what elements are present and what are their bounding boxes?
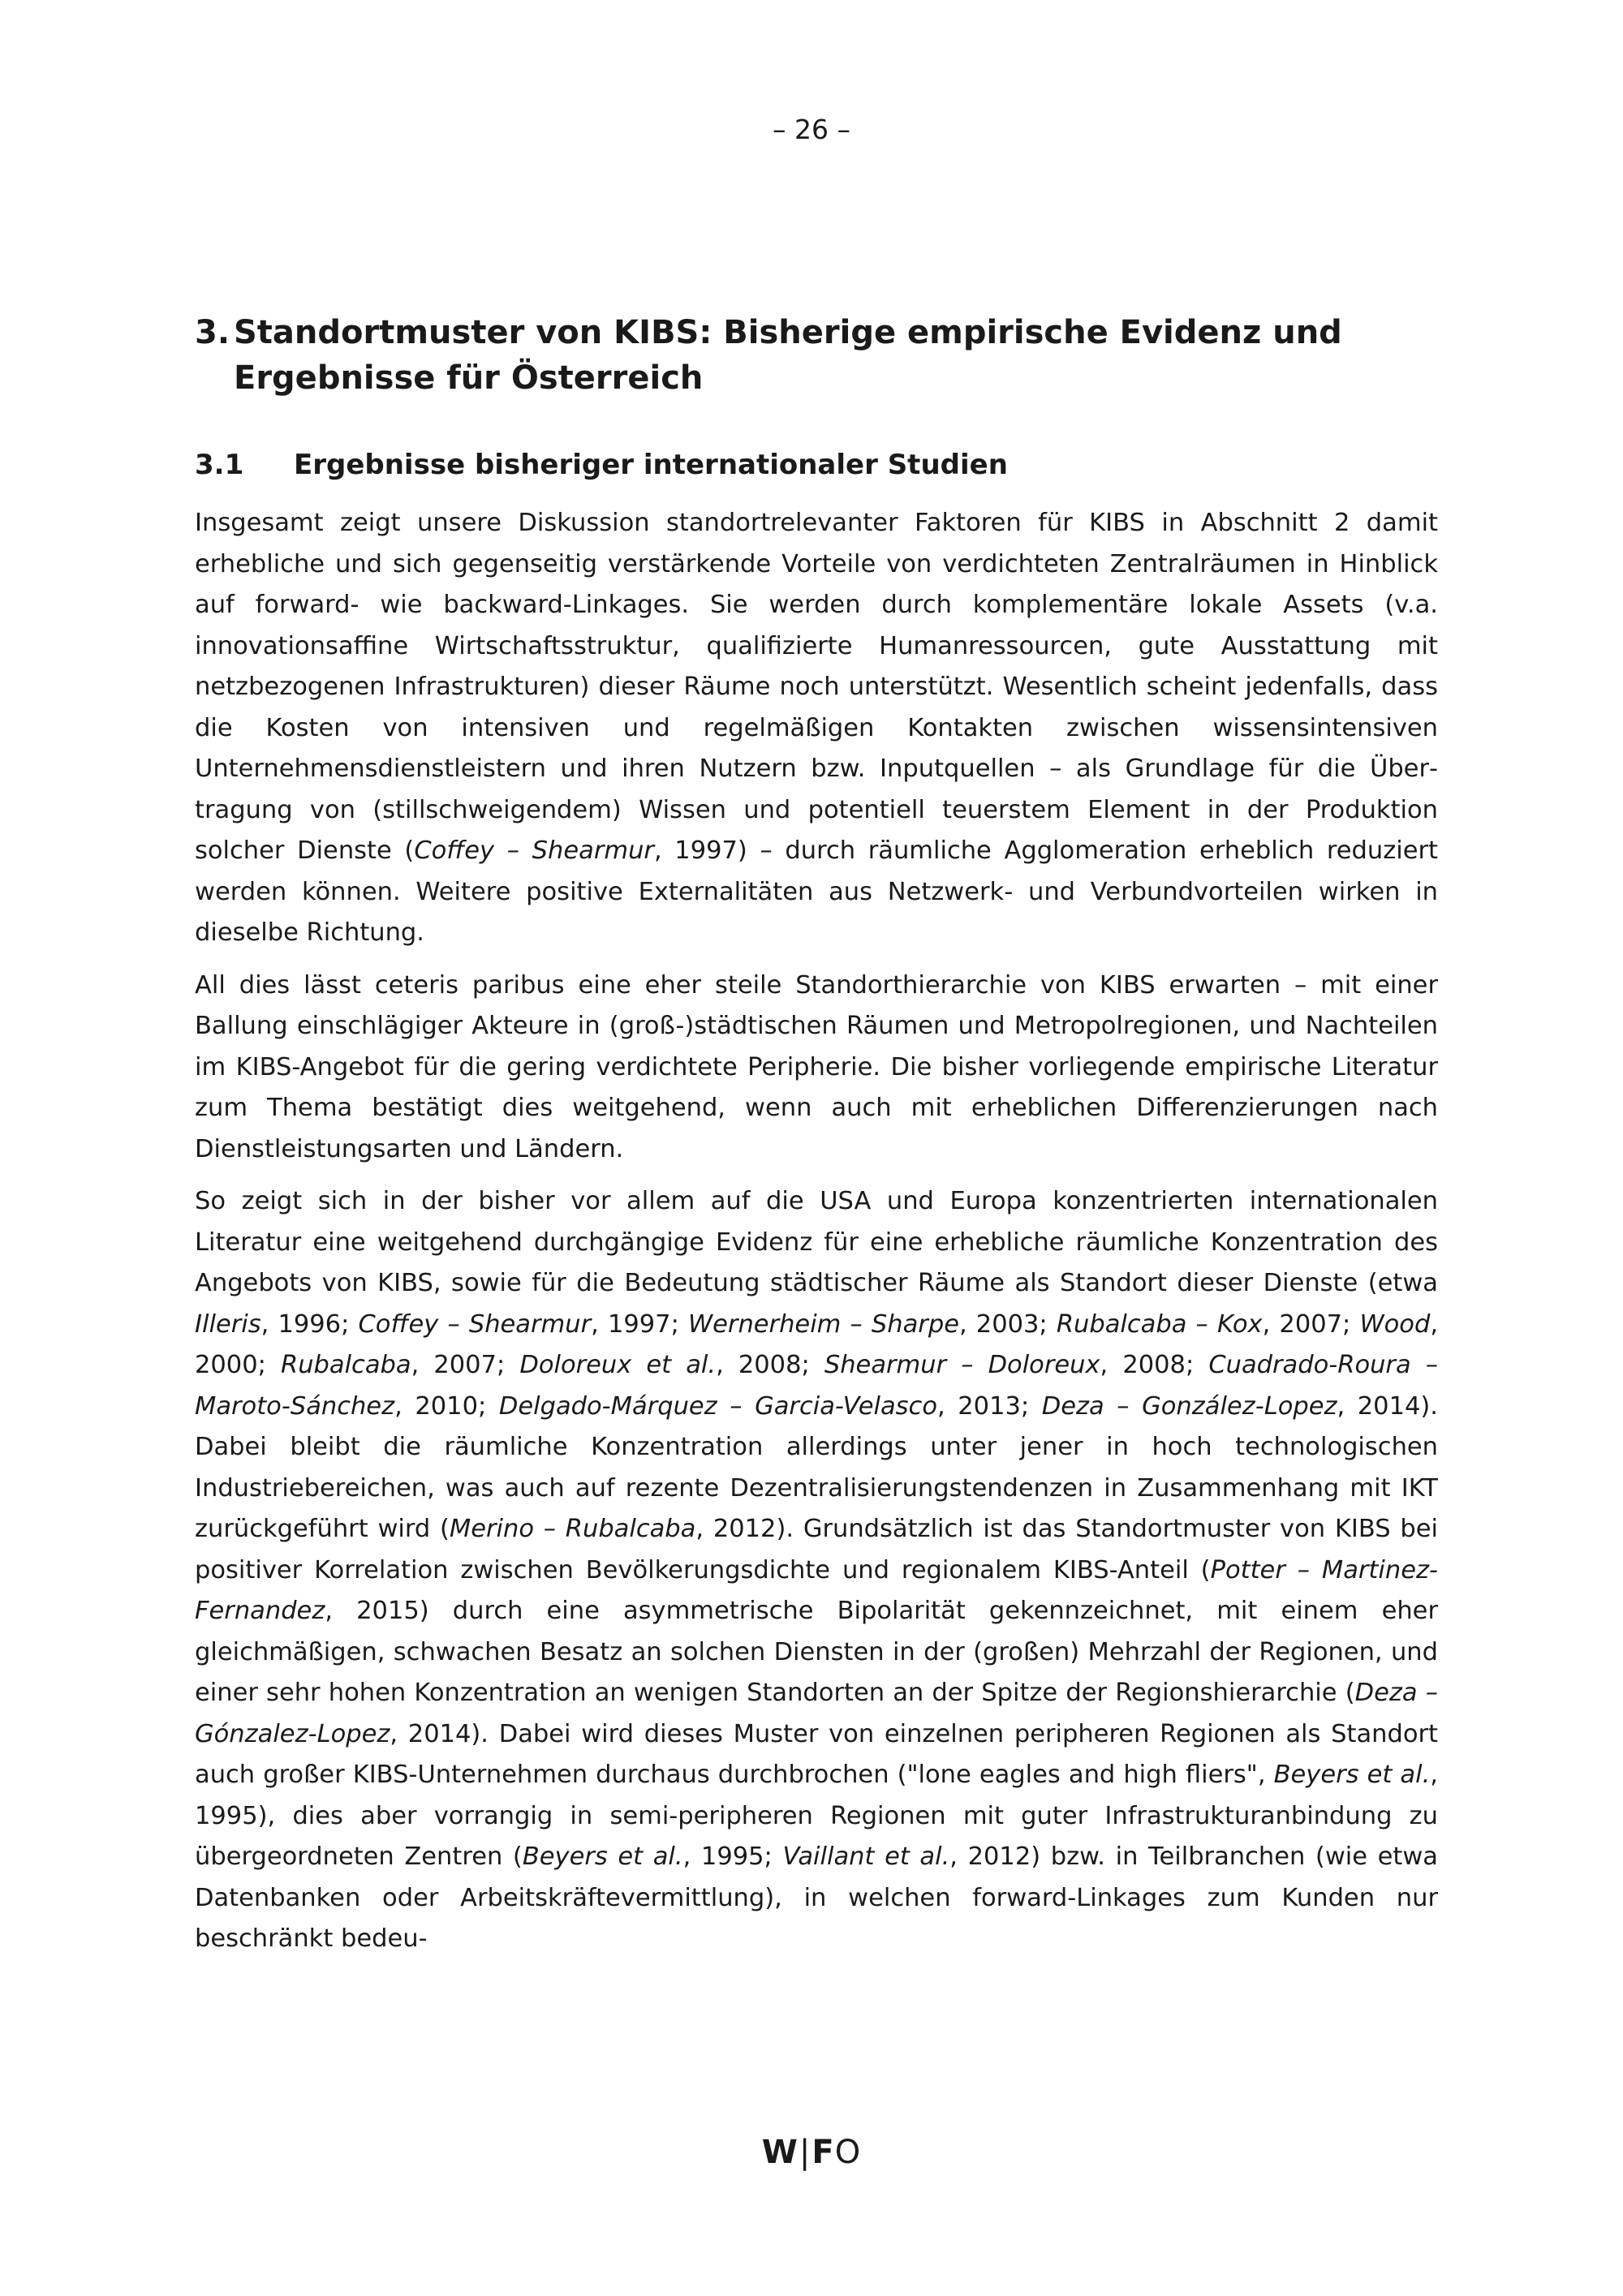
citation-author: Cuadrado-Roura – Maroto-Sánchez	[195, 1351, 1439, 1421]
page-number: – 26 –	[773, 114, 850, 145]
citation-author: Potter – Martinez-Fernandez	[195, 1555, 1438, 1625]
paragraph-text: , 2008;	[716, 1351, 824, 1379]
chapter-heading	[195, 310, 1438, 401]
paragraph-text: , 1997) – durch räumliche Agglomeration erheblich reduziert werden können. Weitere positive Externalitäten aus Netzwerk- und Verbundvorteilen wirken in dieselbe Richtung.	[195, 836, 1438, 947]
citation-author: Rubalcaba	[281, 1351, 411, 1379]
citation-author: Coffey – Shearmur	[358, 1309, 592, 1339]
citation-author: Deza – Gónzalez-Lopez	[195, 1679, 1438, 1748]
paragraph-text: All dies lässt ceteris paribus eine eher steile Standorthierarchie von KIBS erwarten – mit einer Ballung einschlägiger Akteure in (groß-)städtischen Räumen und Metropolregionen, und Nachteilen im KIBS-Angebot für die gering verdichtete Peripherie. Die bisher vorliegende empirische Literatur zum Thema bestätigt dies weitgehend, wenn auch mit erheblichen Differenzierungen nach Dienstleistungsarten und Ländern.	[195, 970, 1438, 1163]
paragraph-text: , 2010;	[394, 1391, 499, 1421]
citation-author: Merino – Rubalcaba	[449, 1515, 696, 1543]
logo-letter-f: F	[812, 2134, 835, 2171]
paragraph-text: , 2007;	[411, 1351, 520, 1379]
paragraph-text: , 1995), dies aber vorrangig in semi-peripheren Regionen mit guter Infrastrukturanbindung zu übergeordneten Zentren (	[195, 1761, 1438, 1871]
paragraph-text: , 2015) durch eine asymmetrische Bipolarität gekennzeichnet, mit einem eher gleichmäßigen, schwachen Besatz an solchen Diensten in der (großen) Mehrzahl der Regionen, und einer sehr hohen Konzentration an wenigen Standorten an der Spitze der Regionshierarchie (	[195, 1597, 1438, 1707]
paragraph-text: , 2014). Dabei bleibt die räumliche Konzentration allerdings unter jener in hoch technologischen Industriebereichen, was auch auf rezente Dezentralisierungstendenzen in Zusammenhang mit IKT zurückgeführt wird (	[195, 1391, 1438, 1543]
wifo-logo	[0, 2134, 1623, 2171]
logo-divider: |	[799, 2134, 812, 2171]
paragraph-text: , 2013;	[936, 1391, 1042, 1421]
paragraph-text: , 1996;	[260, 1309, 359, 1339]
citation-author: Doloreux et al.	[519, 1351, 717, 1379]
citation-author: Delgado-Márquez – Garcia-Velasco	[498, 1391, 937, 1421]
chapter-number: 3.	[195, 314, 230, 351]
logo-letter-w: W	[761, 2134, 799, 2171]
paragraph-text: , 2012) bzw. in Teilbranchen (wie etwa Datenbanken oder Arbeitskräftevermittlung), in welchen forward-Linkages zum Kunden nur beschränkt bedeu-	[195, 1842, 1438, 1953]
paragraph-text: , 2000;	[195, 1309, 1439, 1379]
paragraph-1	[195, 503, 1438, 954]
paragraph-text: , 1995;	[682, 1842, 783, 1871]
citation-author: Illeris	[195, 1309, 261, 1339]
paragraph-text: , 2014). Dabei wird dieses Muster von einzelnen peripheren Regionen als Standort auch großer KIBS-Unternehmen durchaus durchbrochen ("lone eagles and high fliers",	[195, 1719, 1438, 1789]
citation-author: Beyers et al.	[1273, 1761, 1431, 1789]
citation-author: Beyers et al.	[522, 1842, 683, 1871]
section-title: Ergebnisse bisheriger internationaler Studien	[294, 449, 1008, 481]
document-body	[195, 310, 1438, 1971]
citation-author: Deza – González-Lopez	[1041, 1391, 1337, 1421]
citation-author: Vaillant et al.	[782, 1842, 950, 1871]
paragraph-text: , 2012). Grundsätzlich ist das Standortmuster von KIBS bei positiver Korrelation zwischen Bevölkerungsdichte und regionalem KIBS-Anteil (	[195, 1515, 1438, 1584]
paragraph-text: , 2003;	[958, 1309, 1057, 1339]
citation-author: Coffey – Shearmur	[414, 836, 654, 865]
paragraph-text: , 2008;	[1100, 1351, 1209, 1379]
citation-author: Wood	[1359, 1309, 1431, 1339]
citation-author: Shearmur – Doloreux	[824, 1351, 1100, 1379]
section-heading	[195, 446, 1438, 484]
chapter-title: Standortmuster von KIBS: Bisherige empirische Evidenz und Ergebnisse für Österreich	[234, 314, 1342, 397]
paragraph-text: So zeigt sich in der bisher vor allem auf die USA und Europa konzentrierten internationalen Literatur eine weitgehend durchgängige Evidenz für eine erhebliche räumliche Konzentration des Angebots von KIBS, sowie für die Bedeutung städtischer Räume als Standort dieser Dienste (etwa	[195, 1187, 1438, 1297]
paragraph-text: , 2007;	[1262, 1309, 1360, 1339]
citation-author: Rubalcaba – Kox	[1056, 1309, 1263, 1339]
logo-letter-o: O	[834, 2134, 862, 2171]
paragraph-text: Insgesamt zeigt unsere Diskussion standortrelevanter Faktoren für KIBS in Abschnitt 2 damit erhebliche und sich gegenseitig verstärkende Vorteile von verdichteten Zentralräumen in Hinblick auf forward- wie backward-Linkages. Sie werden durch komplementäre lokale Assets (v.a. innovationsaffine Wirtschaftsstruktur, qualifizierte Humanressourcen, gute Ausstattung mit netzbezogenen Infrastrukturen) dieser Räume noch unterstützt. Wesentlich scheint jedenfalls, dass die Kosten von intensiven und regelmäßigen Kontakten zwischen wissensintensiven Unternehmensdienstleistern und ihren Nutzern bzw. Inputquellen – als Grundlage für die Übertragung von (stillschweigendem) Wissen und potentiell teuerstem Element in der Produktion solcher Dienste (	[195, 509, 1438, 865]
paragraph-text: , 1997;	[591, 1309, 688, 1339]
paragraph-3	[195, 1181, 1438, 1960]
citation-author: Wernerheim – Sharpe	[688, 1309, 959, 1339]
paragraph-2	[195, 965, 1438, 1171]
section-number: 3.1	[195, 449, 244, 481]
